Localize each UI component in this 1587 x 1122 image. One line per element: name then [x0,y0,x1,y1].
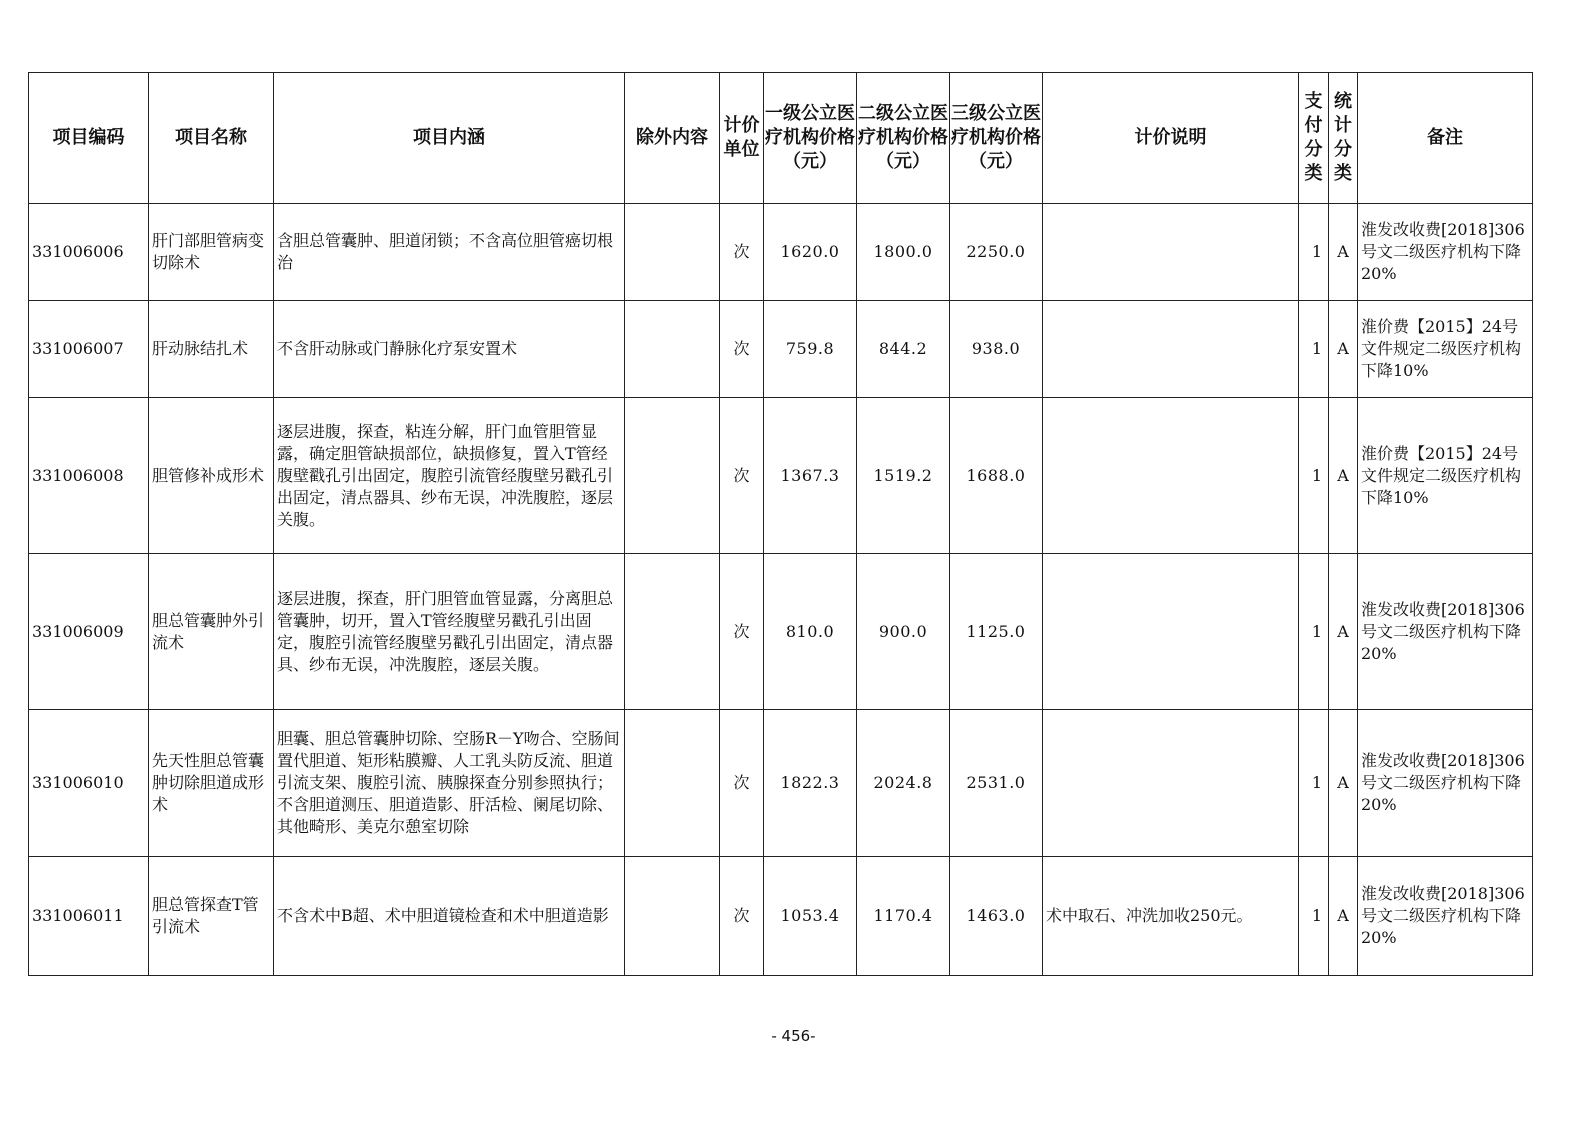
cell-note [1043,710,1299,857]
header-price-level2: 二级公立医疗机构价格（元） [857,73,950,204]
cell-price-level3: 938.0 [950,301,1043,398]
header-row [29,73,1533,204]
cell-price-level2: 1170.4 [857,857,950,976]
cell-content: 不含肝动脉或门静脉化疗泵安置术 [274,301,625,398]
cell-price-level3: 2531.0 [950,710,1043,857]
cell-code: 331006006 [29,204,149,301]
cell-note: 术中取石、冲洗加收250元。 [1043,857,1299,976]
cell-price-level3: 1125.0 [950,554,1043,710]
cell-stat: A [1329,857,1358,976]
cell-pay: 1 [1299,398,1329,554]
cell-code: 331006008 [29,398,149,554]
header-note: 计价说明 [1043,73,1299,204]
cell-pay: 1 [1299,301,1329,398]
cell-pay: 1 [1299,857,1329,976]
header-name: 项目名称 [149,73,274,204]
header-unit: 计价单位 [720,73,764,204]
cell-price-level1: 1620.0 [764,204,857,301]
table-row [29,857,1533,976]
cell-stat: A [1329,301,1358,398]
cell-price-level1: 810.0 [764,554,857,710]
cell-remark: 淮发改收费[2018]306号文二级医疗机构下降20% [1358,554,1533,710]
table-row [29,710,1533,857]
cell-price-level3: 1463.0 [950,857,1043,976]
cell-pay: 1 [1299,554,1329,710]
cell-exclusion [625,204,720,301]
cell-name: 先天性胆总管囊肿切除胆道成形术 [149,710,274,857]
cell-exclusion [625,857,720,976]
table-row [29,398,1533,554]
cell-price-level2: 844.2 [857,301,950,398]
cell-code: 331006010 [29,710,149,857]
header-stat: 统计分类 [1329,73,1358,204]
cell-note [1043,554,1299,710]
cell-name: 胆总管囊肿外引流术 [149,554,274,710]
header-code: 项目编码 [29,73,149,204]
cell-unit: 次 [720,710,764,857]
cell-price-level2: 900.0 [857,554,950,710]
cell-name: 肝门部胆管病变切除术 [149,204,274,301]
cell-content: 逐层进腹，探查，肝门胆管血管显露，分离胆总管囊肿，切开，置入T管经腹壁另戳孔引出固定，腹腔引流管经腹壁另戳孔引出固定，清点器具、纱布无误，冲洗腹腔，逐层关腹。 [274,554,625,710]
cell-note [1043,398,1299,554]
cell-exclusion [625,554,720,710]
cell-price-level1: 1053.4 [764,857,857,976]
cell-remark: 淮发改收费[2018]306号文二级医疗机构下降20% [1358,857,1533,976]
price-table [28,72,1533,976]
cell-name: 胆管修补成形术 [149,398,274,554]
cell-price-level3: 2250.0 [950,204,1043,301]
cell-pay: 1 [1299,710,1329,857]
table-row [29,301,1533,398]
cell-remark: 淮发改收费[2018]306号文二级医疗机构下降20% [1358,710,1533,857]
cell-exclusion [625,301,720,398]
cell-unit: 次 [720,398,764,554]
header-price-level3: 三级公立医疗机构价格（元） [950,73,1043,204]
header-price-level1: 一级公立医疗机构价格（元） [764,73,857,204]
page-number: - 456- [771,1027,816,1045]
cell-unit: 次 [720,857,764,976]
cell-stat: A [1329,204,1358,301]
cell-price-level2: 1800.0 [857,204,950,301]
cell-code: 331006011 [29,857,149,976]
cell-note [1043,204,1299,301]
header-exclusion: 除外内容 [625,73,720,204]
cell-price-level2: 1519.2 [857,398,950,554]
cell-code: 331006007 [29,301,149,398]
header-pay: 支付分类 [1299,73,1329,204]
cell-remark: 淮价费【2015】24号文件规定二级医疗机构下降10% [1358,301,1533,398]
cell-exclusion [625,710,720,857]
cell-price-level1: 759.8 [764,301,857,398]
cell-code: 331006009 [29,554,149,710]
cell-content: 不含术中B超、术中胆道镜检查和术中胆道造影 [274,857,625,976]
header-remark: 备注 [1358,73,1533,204]
cell-content: 胆囊、胆总管囊肿切除、空肠R－Y吻合、空肠间置代胆道、矩形粘膜瓣、人工乳头防反流、胆道引流支架、腹腔引流、胰腺探查分别参照执行；不含胆道测压、胆道造影、肝活检、阑尾切除、其他畸形、美克尔憩室切除 [274,710,625,857]
cell-unit: 次 [720,554,764,710]
cell-price-level1: 1367.3 [764,398,857,554]
cell-unit: 次 [720,204,764,301]
cell-price-level1: 1822.3 [764,710,857,857]
cell-exclusion [625,398,720,554]
cell-stat: A [1329,554,1358,710]
cell-price-level2: 2024.8 [857,710,950,857]
cell-remark: 淮价费【2015】24号文件规定二级医疗机构下降10% [1358,398,1533,554]
cell-remark: 淮发改收费[2018]306号文二级医疗机构下降20% [1358,204,1533,301]
table-row [29,554,1533,710]
cell-pay: 1 [1299,204,1329,301]
cell-stat: A [1329,398,1358,554]
header-content: 项目内涵 [274,73,625,204]
cell-name: 胆总管探查T管引流术 [149,857,274,976]
cell-content: 含胆总管囊肿、胆道闭锁；不含高位胆管癌切根治 [274,204,625,301]
cell-price-level3: 1688.0 [950,398,1043,554]
cell-name: 肝动脉结扎术 [149,301,274,398]
cell-note [1043,301,1299,398]
cell-stat: A [1329,710,1358,857]
cell-unit: 次 [720,301,764,398]
table-row [29,204,1533,301]
cell-content: 逐层进腹，探查，粘连分解，肝门血管胆管显露，确定胆管缺损部位，缺损修复，置入T管经腹壁戳孔引出固定，腹腔引流管经腹壁另戳孔引出固定，清点器具、纱布无误，冲洗腹腔，逐层关腹。 [274,398,625,554]
